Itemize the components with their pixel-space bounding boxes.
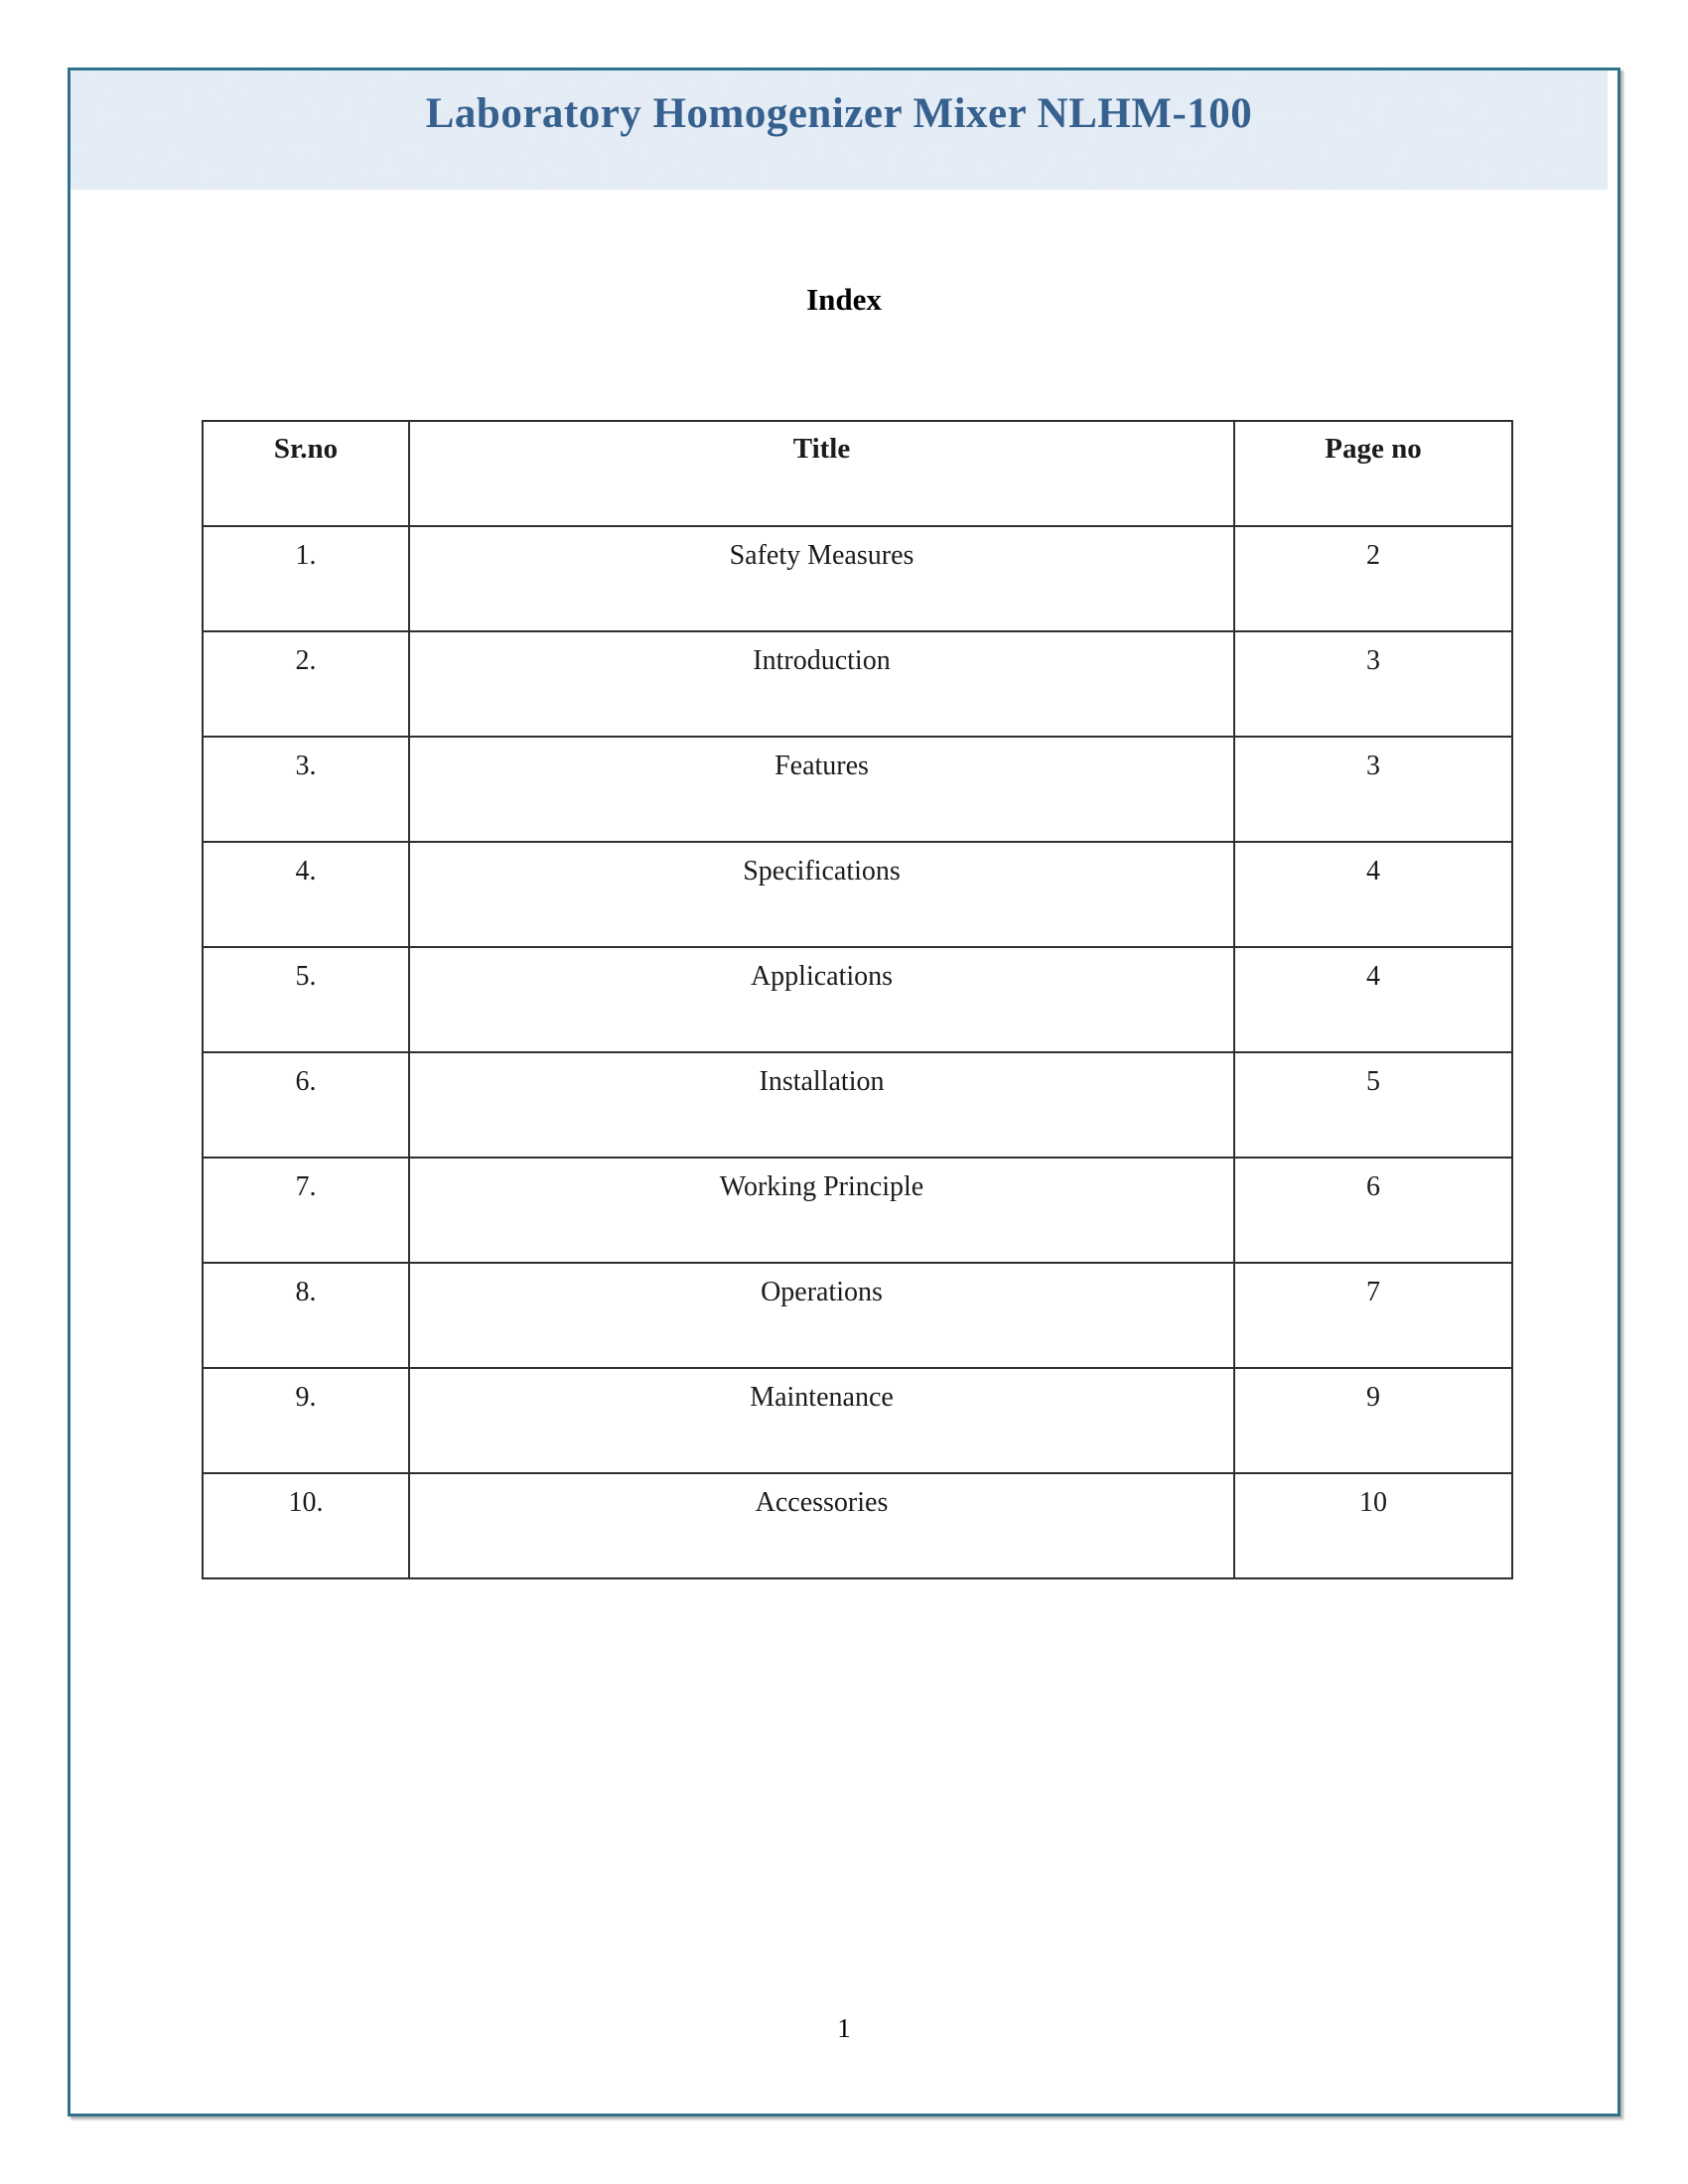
page-no-cell: 4	[1234, 947, 1512, 1052]
sr-no-cell: 8.	[203, 1263, 409, 1368]
title-cell: Features	[409, 737, 1234, 842]
table-row	[203, 737, 1512, 842]
index-heading: Index	[806, 282, 882, 317]
table-row	[203, 1052, 1512, 1158]
page-no-cell: 5	[1234, 1052, 1512, 1158]
table-row	[203, 526, 1512, 631]
table-row	[203, 631, 1512, 737]
page-no-cell: 10	[1234, 1473, 1512, 1578]
table-row	[203, 1368, 1512, 1473]
sr-no-cell: 4.	[203, 842, 409, 947]
table-row	[203, 947, 1512, 1052]
page-no-cell: 4	[1234, 842, 1512, 947]
page-sheet	[68, 68, 1620, 2116]
sr-no-cell: 9.	[203, 1368, 409, 1473]
title-cell: Working Principle	[409, 1158, 1234, 1263]
sr-no-cell: 2.	[203, 631, 409, 737]
page-no-cell: 7	[1234, 1263, 1512, 1368]
title-cell: Introduction	[409, 631, 1234, 737]
toc-table-body	[203, 526, 1512, 1578]
column-header-srno: Sr.no	[203, 421, 409, 526]
title-cell: Operations	[409, 1263, 1234, 1368]
column-header-title: Title	[409, 421, 1234, 526]
title-cell: Applications	[409, 947, 1234, 1052]
title-cell: Accessories	[409, 1473, 1234, 1578]
header-banner	[70, 70, 1608, 190]
column-header-page: Page no	[1234, 421, 1512, 526]
sr-no-cell: 1.	[203, 526, 409, 631]
page-number: 1	[837, 2013, 851, 2043]
sr-no-cell: 5.	[203, 947, 409, 1052]
table-row	[203, 1473, 1512, 1578]
page-no-cell: 6	[1234, 1158, 1512, 1263]
toc-header-row	[203, 421, 1512, 526]
title-cell: Installation	[409, 1052, 1234, 1158]
sr-no-cell: 10.	[203, 1473, 409, 1578]
table-row	[203, 1158, 1512, 1263]
page-no-cell: 9	[1234, 1368, 1512, 1473]
title-cell: Maintenance	[409, 1368, 1234, 1473]
toc-table	[202, 420, 1513, 1579]
table-row	[203, 842, 1512, 947]
sr-no-cell: 3.	[203, 737, 409, 842]
page-title: Laboratory Homogenizer Mixer NLHM-100	[425, 90, 1253, 137]
page-no-cell: 3	[1234, 631, 1512, 737]
title-cell: Safety Measures	[409, 526, 1234, 631]
table-row	[203, 1263, 1512, 1368]
sr-no-cell: 7.	[203, 1158, 409, 1263]
sr-no-cell: 6.	[203, 1052, 409, 1158]
page-no-cell: 3	[1234, 737, 1512, 842]
page-no-cell: 2	[1234, 526, 1512, 631]
title-cell: Specifications	[409, 842, 1234, 947]
